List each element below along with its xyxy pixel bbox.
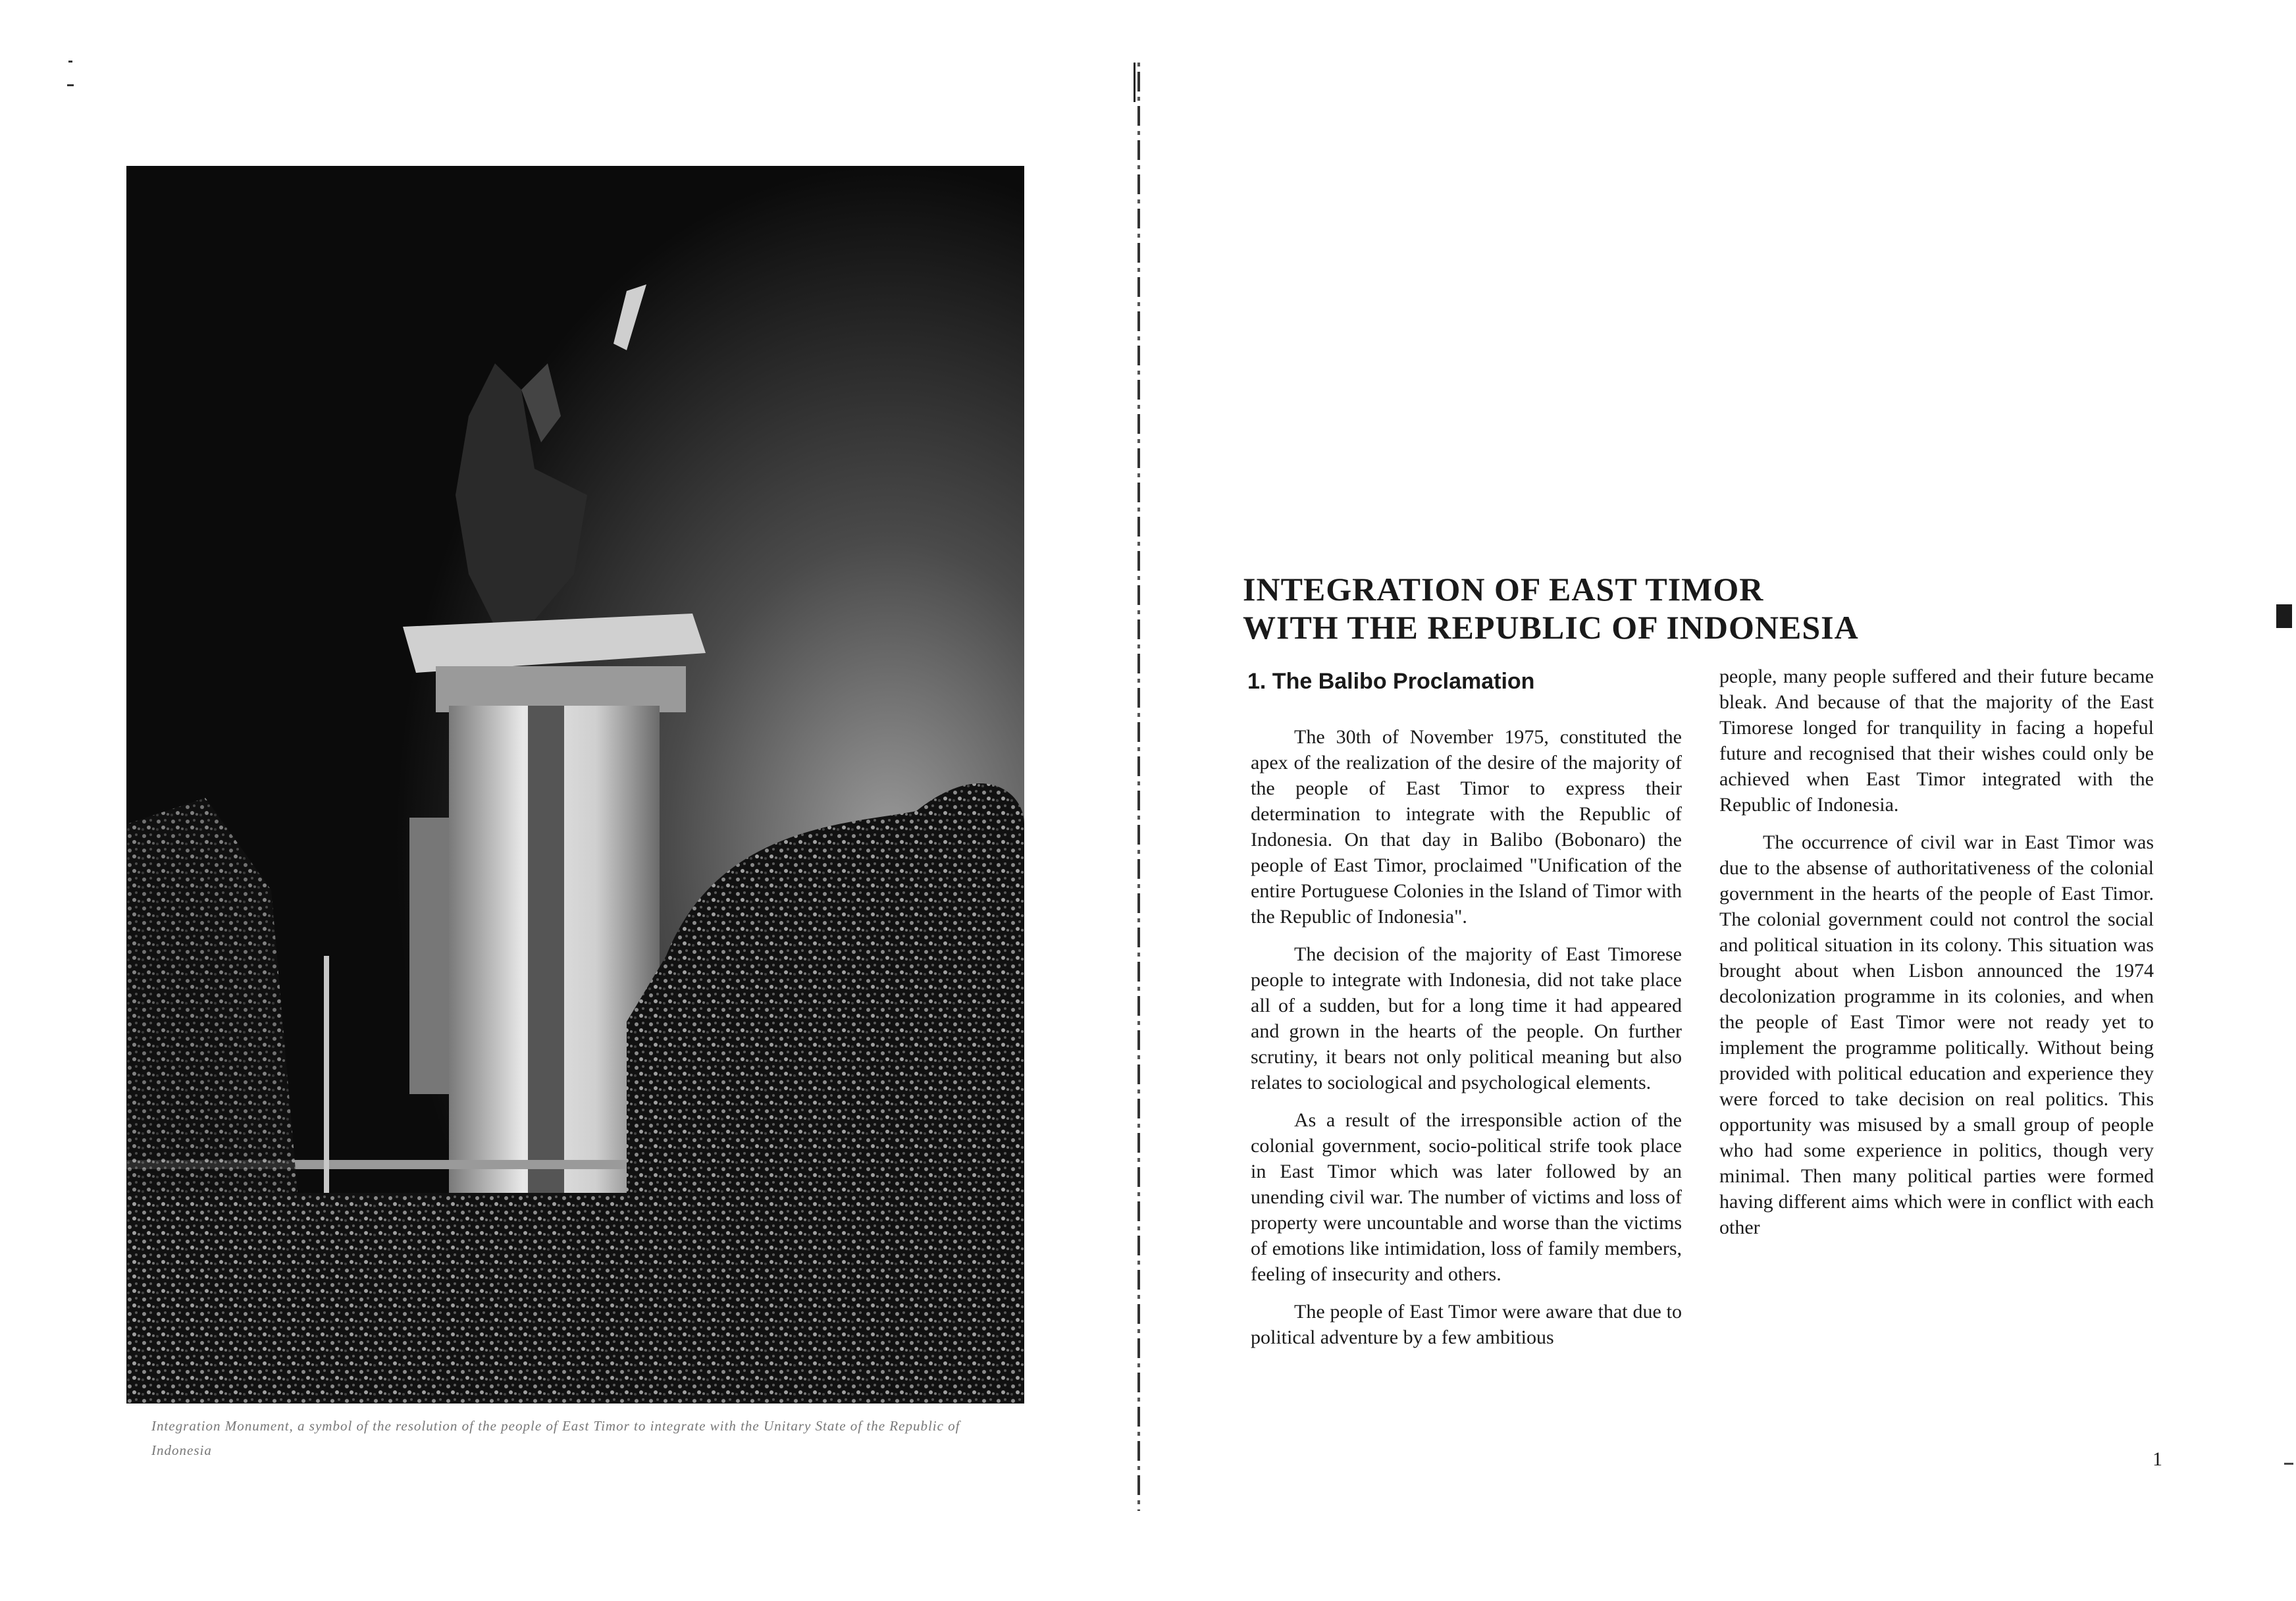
monument-photo xyxy=(126,166,1024,1404)
book-gutter xyxy=(1137,63,1140,1511)
photo-caption: Integration Monument, a symbol of the resolution of the people of East Timor to integrate with the Unitary State of the Republic of Indonesia xyxy=(151,1418,960,1458)
paragraph: The 30th of November 1975, constituted the apex of the realization of the desire of the majority of the people of East Timor to express their determination to integrate with the Republic of Indonesia. On that day in Balibo (Bobonaro) the people of East Timor, proclaimed "Unification of the entire Portuguese Colonies in the Island of Timor with the Republic of Indonesia". xyxy=(1251,726,1682,928)
paragraph-continued: people, many people suffered and their future became bleak. And because of that the majority of the East Timorese longed for tranquility in facing a hopeful future and recognised that their wishes could only be achieved when East Timor integrated with the Republic of Indonesia. xyxy=(1719,666,2154,816)
section-heading: 1. The Balibo Proclamation xyxy=(1247,669,1535,694)
scan-mark xyxy=(68,61,72,63)
scan-edge-mark xyxy=(2284,1463,2293,1465)
page-number: 1 xyxy=(2152,1448,2162,1470)
paragraph: The people of East Timor were aware that due to political adventure by a few ambitious xyxy=(1251,1301,1682,1348)
paragraph: As a result of the irresponsible action of the colonial government, socio-political strife took place in East Timor which was later followed by an unending civil war. The number of victims and loss of property were uncountable and worse than the victims of emotions like intimidation, loss of family members, feeling of insecurity and others. xyxy=(1251,1109,1682,1285)
text-column-2 xyxy=(1719,664,2154,1252)
title-line-1: INTEGRATION OF EAST TIMOR xyxy=(1243,571,1764,608)
paragraph: The occurrence of civil war in East Timor was due to the absense of authoritativeness of the colonial government in the hearts of the people of East Timor. The colonial government could not control the social and political situation in its colony. This situation was brought about when Lisbon announced the 1974 decolonization programme in its colonies, and when the people of East Timor were not ready yet to implement the programme politically. Without being provided with political education and experience they were forced to take decision on real politics. This opportunity was misused by a small group of people who had some experience in politics, though very minimal. Then many political parties were formed having different aims which were in conflict with each other xyxy=(1719,831,2154,1238)
title-line-2: WITH THE REPUBLIC OF INDONESIA xyxy=(1243,609,1859,646)
text-column-1 xyxy=(1251,724,1682,1362)
book-gutter-top xyxy=(1134,63,1135,102)
paragraph: The decision of the majority of East Timorese people to integrate with Indonesia, did not take place all of a sudden, but for a long time it had appeared and grown in the hearts of the people. On further scrutiny, it bears not only political meaning but also relates to sociological and psychological elements. xyxy=(1251,943,1682,1093)
chapter-title xyxy=(1243,570,2033,646)
scan-edge-mark xyxy=(2276,604,2292,628)
scan-mark xyxy=(67,84,74,86)
